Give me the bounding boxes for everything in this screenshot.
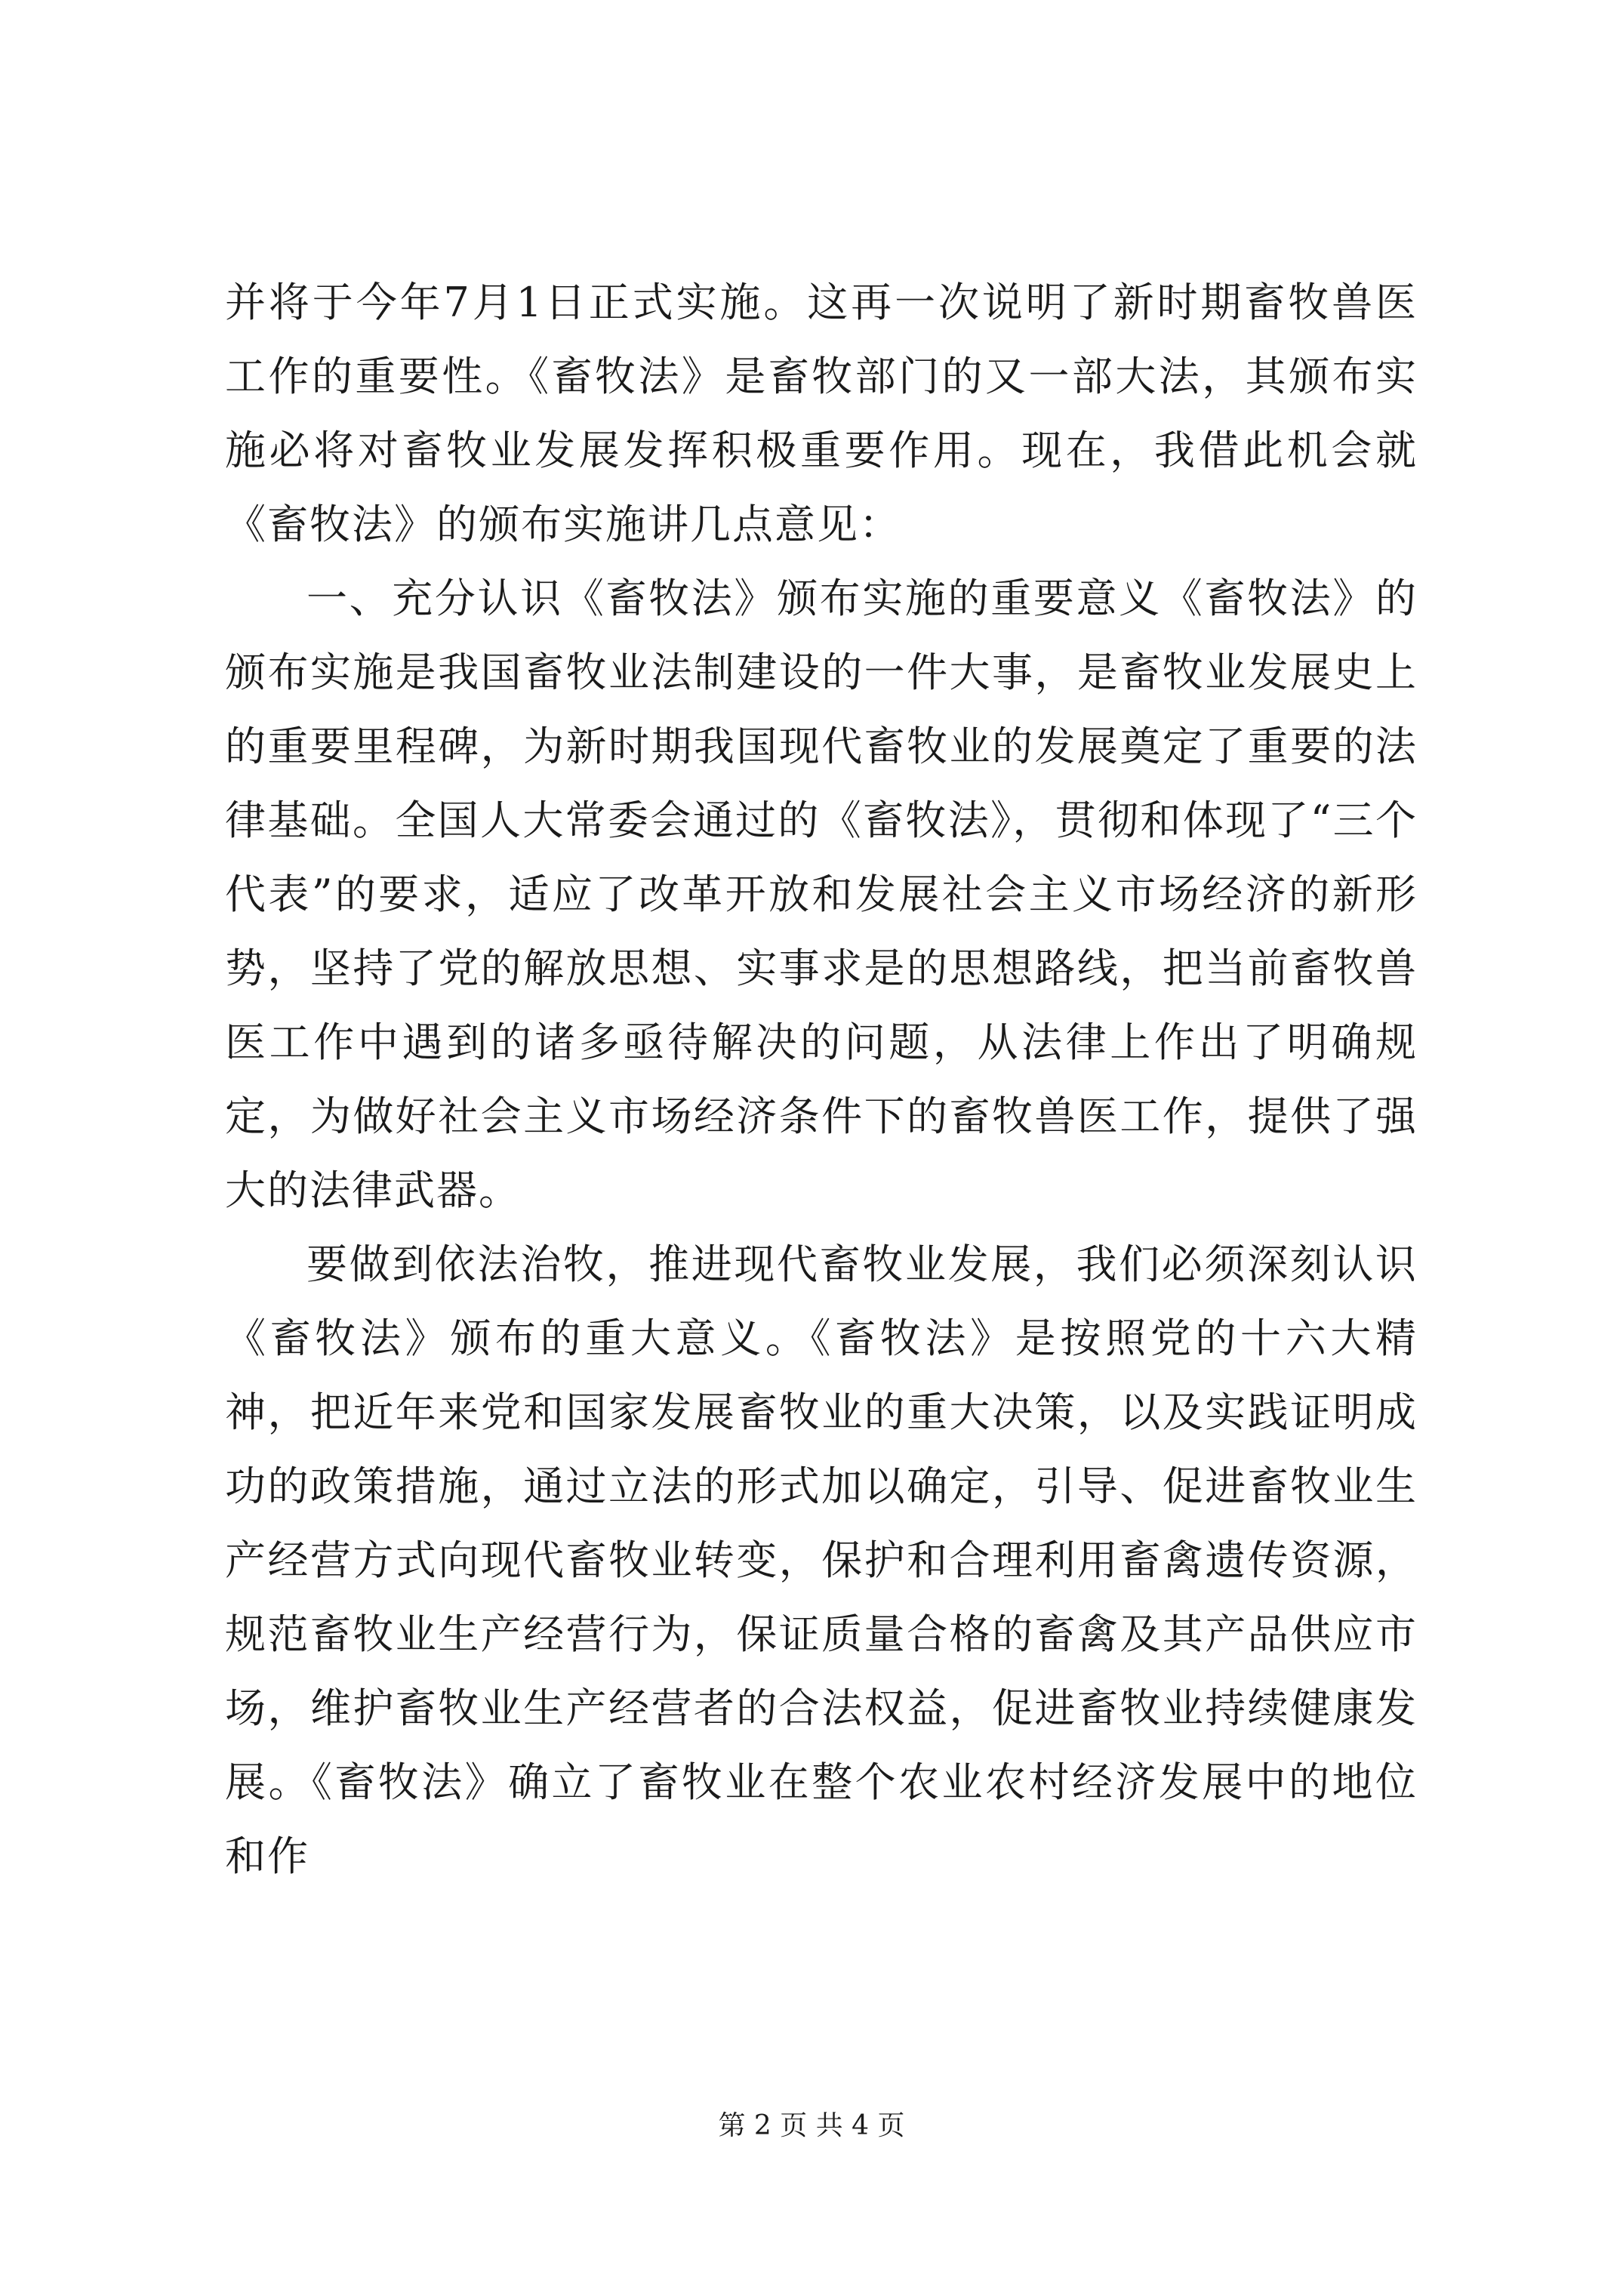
paragraph-2: 一、充分认识《畜牧法》颁布实施的重要意义《畜牧法》的颁布实施是我国畜牧业法制建设的一件大事，是畜牧业发展史上的重要里程碑，为新时期我国现代畜牧业的发展奠定了重要的法律基础。全国人大常委会通过的《畜牧法》，贯彻和体现了“三个代表”的要求，适应了改革开放和发展社会主义市场经济的新形势，坚持了党的解放思想、实事求是的思想路线，把当前畜牧兽医工作中遇到的诸多亟待解决的问题，从法律上作出了明确规定，为做好社会主义市场经济条件下的畜牧兽医工作，提供了强大的法律武器。: [225, 575, 1418, 1214]
page-footer: [0, 2104, 1623, 2143]
paragraph-3: 要做到依法治牧，推进现代畜牧业发展，我们必须深刻认识《畜牧法》颁布的重大意义。《畜牧法》是按照党的十六大精神，把近年来党和国家发展畜牧业的重大决策，以及实践证明成功的政策措施，通过立法的形式加以确定，引导、促进畜牧业生产经营方式向现代畜牧业转变，保护和合理利用畜禽遗传资源，规范畜牧业生产经营行为，保证质量合格的畜禽及其产品供应市场，维护畜牧业生产经营者的合法权益，促进畜牧业持续健康发展。《畜牧法》确立了畜牧业在整个农业农村经济发展中的地位和作: [225, 1240, 1418, 1880]
document-body: [225, 266, 1418, 1894]
paragraph-1: 并将于今年7月1日正式实施。这再一次说明了新时期畜牧兽医工作的重要性。《畜牧法》是畜牧部门的又一部大法，其颁布实施必将对畜牧业发展发挥积极重要作用。现在，我借此机会就《畜牧法》的颁布实施讲几点意见：: [225, 279, 1418, 548]
page-number-label: 第 2 页 共 4 页: [718, 2110, 905, 2141]
